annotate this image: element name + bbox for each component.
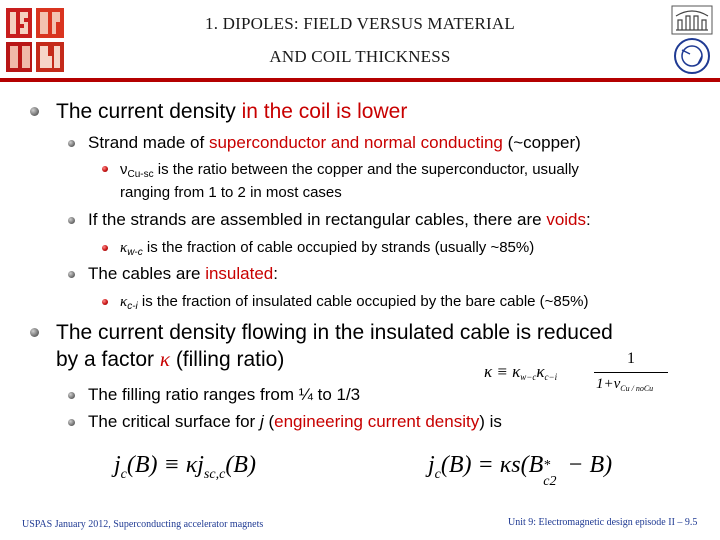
- footer-right: Unit 9: Electromagnetic design episode II – 9.5: [508, 517, 698, 528]
- eq-subscript: c−i: [544, 372, 558, 382]
- symbol: κ: [120, 240, 128, 256]
- subscript: c-i: [127, 301, 138, 312]
- eq-text: − B): [561, 452, 613, 478]
- symbol: ν: [120, 161, 128, 178]
- highlight: superconductor and normal conducting: [208, 133, 503, 152]
- eq-subscript: sc,c: [203, 467, 226, 482]
- text: Strand made of: [88, 133, 209, 152]
- text: (filling ratio): [169, 348, 285, 371]
- bullet-icon: [68, 392, 75, 399]
- eq-text: 1+ν: [596, 376, 621, 392]
- text: (: [263, 412, 275, 431]
- highlight: insulated: [205, 264, 274, 283]
- eq-numerator: 1: [627, 350, 635, 367]
- bullet-icon: [30, 328, 39, 337]
- bullet-icon: [68, 271, 75, 278]
- subscript: w-c: [127, 247, 143, 258]
- symbol: κ: [120, 294, 128, 310]
- bullet-icon: [68, 140, 75, 147]
- bullet-strand: [88, 132, 581, 153]
- bullet-insulated: [88, 263, 278, 284]
- highlight: in the coil is lower: [241, 100, 408, 123]
- bullet-kappa-ci: [120, 293, 588, 316]
- text: The current density flowing in the insulated cable is reduced: [56, 321, 613, 344]
- jc-equation-1: [114, 452, 256, 483]
- eq-text: κ ≡ κ: [484, 362, 521, 381]
- jc-equation-2: [428, 452, 613, 489]
- footer-left: USPAS January 2012, Superconducting accelerator magnets: [22, 519, 264, 530]
- highlight: voids: [546, 210, 586, 229]
- bullet-icon: [102, 166, 108, 172]
- bullet-icon: [102, 245, 108, 251]
- title-divider: [0, 78, 720, 82]
- text: is the ratio between the copper and the superconductor, usually: [153, 161, 579, 178]
- bullet-icon: [30, 107, 39, 116]
- text: :: [586, 210, 591, 229]
- uspas-logo: [4, 2, 68, 76]
- eq-text: (B) = κs(B: [440, 452, 544, 478]
- text: The critical surface for: [88, 412, 260, 431]
- bullet-nu-ratio: [120, 161, 700, 202]
- bullet-current-density: [56, 99, 407, 125]
- eq-subscript: Cu / noCu: [620, 384, 654, 393]
- eq-superscript: *: [543, 458, 551, 473]
- text: :: [273, 264, 278, 283]
- symbol: κ: [159, 347, 170, 371]
- lab-logos: [668, 4, 716, 76]
- eq-text: (B): [225, 452, 256, 478]
- eq-text: κ: [536, 362, 545, 381]
- bullet-icon: [68, 217, 75, 224]
- text: is the fraction of insulated cable occupied by the bare cable (~85%): [137, 293, 589, 310]
- kappa-definition-equation: [484, 350, 674, 396]
- eq-subscript: c2: [543, 474, 557, 489]
- text: ) is: [479, 412, 502, 431]
- bullet-icon: [68, 419, 75, 426]
- symbol: j: [259, 412, 264, 431]
- text: The cables are: [88, 264, 206, 283]
- text: (~copper): [502, 133, 581, 152]
- fraction-bar: [594, 372, 668, 373]
- eq-text: j: [428, 452, 435, 478]
- text: The current density: [56, 100, 242, 123]
- bullet-filling-range: The filling ratio ranges from ¼ to 1/3: [88, 385, 361, 404]
- subscript: Cu-sc: [127, 169, 154, 180]
- bullet-kappa-wc: [120, 239, 534, 262]
- eq-subscript: c: [434, 467, 441, 482]
- eq-text: j: [114, 452, 121, 478]
- bullet-critical-surface: [88, 411, 502, 432]
- text: is the fraction of cable occupied by strands (usually ~85%): [142, 239, 535, 256]
- slide-title-line2: AND COIL THICKNESS: [269, 47, 451, 66]
- text: ranging from 1 to 2 in most cases: [120, 184, 342, 201]
- highlight: engineering current density: [274, 412, 480, 431]
- bullet-icon: [102, 299, 108, 305]
- slide-title-line1: 1. DIPOLES: FIELD VERSUS MATERIAL: [205, 14, 515, 33]
- eq-subscript: c: [120, 467, 127, 482]
- text: by a factor: [56, 348, 160, 371]
- eq-subscript: w−c: [520, 372, 537, 382]
- text: If the strands are assembled in rectangular cables, there are: [88, 210, 547, 229]
- bullet-voids: [88, 209, 591, 230]
- eq-text: (B) ≡ κj: [126, 452, 204, 478]
